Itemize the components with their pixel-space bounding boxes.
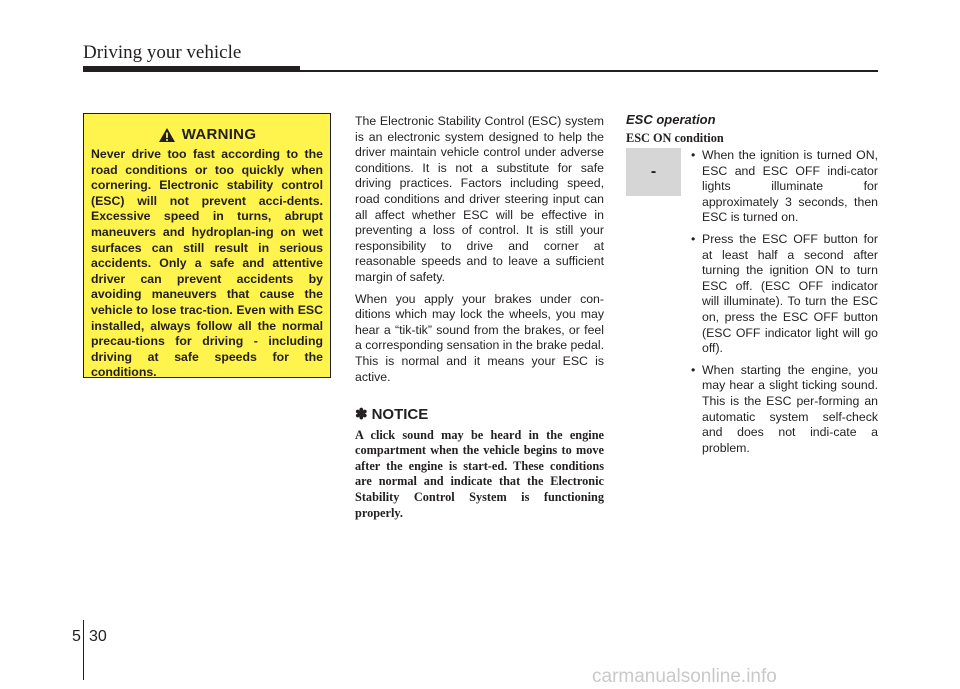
warning-title: WARNING bbox=[181, 126, 257, 143]
esc-intro-paragraph: The Electronic Stability Control (ESC) system is an electronic system designed to help the driver maintain vehicle control under adverse conditions. It is not a substitute for safe driving practices. Factors including speed, road conditions and driver steering input can all affect whether ESC will be effective in preventing a loss of control. It is still your responsibility to drive and corner at reasonable speeds and to leave a sufficient margin of safety. bbox=[355, 114, 604, 284]
warning-box bbox=[83, 113, 331, 378]
subsection-title: ESC ON condition bbox=[626, 130, 724, 145]
column-esc-description bbox=[355, 114, 604, 521]
warning-triangle-icon bbox=[158, 127, 176, 143]
notice-header bbox=[355, 407, 604, 423]
page-number: 30 bbox=[89, 628, 107, 645]
list-item: • Press the ESC OFF button for at least half a second after turning the ignition ON to turn ESC off. (ESC OFF indicator will illuminate). To turn the ESC on, press the ESC OFF button (ESC OFF indicator light will go off). bbox=[691, 232, 878, 357]
warning-body: Never drive too fast according to the road conditions or too quickly when cornering. Electronic stability control (ESC) will not prevent acci-dents. Excessive speed in turns, abrupt maneuvers and hydroplan-ing on wet surfaces can still result in serious accidents. Only a safe and attentive driver can prevent accidents by avoiding maneuvers that cause the vehicle to lose trac-tion. Even with ESC installed, always follow all the normal precau-tions for driving - including driving at safe speeds for the conditions. bbox=[91, 147, 323, 380]
watermark: carmanualsonline.info bbox=[592, 666, 777, 687]
esc-brake-paragraph: When you apply your brakes under con-ditions which may lock the wheels, you may hear a “tik-tik” sound from the brakes, or feel a corresponding sensation in the brake pedal. This is normal and it means your ESC is active. bbox=[355, 291, 604, 384]
page-header-title: Driving your vehicle bbox=[83, 42, 242, 63]
indicator-image-placeholder: - bbox=[626, 148, 681, 196]
list-item: • When starting the engine, you may hear a slight ticking sound. This is the ESC per-forming an automatic system self-check and does not indi-cate a problem. bbox=[691, 363, 878, 457]
esc-on-bullet-list bbox=[691, 148, 878, 462]
section-title: ESC operation bbox=[626, 112, 716, 127]
header-rule bbox=[83, 70, 878, 72]
list-item: • When the ignition is turned ON, ESC and ESC OFF indi-cator lights illuminate for approximately 3 seconds, then ESC is turned on. bbox=[691, 148, 878, 226]
warning-header bbox=[91, 126, 323, 143]
notice-body: A click sound may be heard in the engine compartment when the vehicle begins to move after the engine is start-ed. These conditions are normal and indicate that the Electronic Stability Control System is functioning properly. bbox=[355, 427, 604, 520]
column-esc-operation bbox=[626, 112, 878, 146]
notice-title: NOTICE bbox=[371, 406, 429, 424]
notice-symbol-icon: ✽ bbox=[355, 406, 368, 424]
footer-divider bbox=[83, 620, 84, 680]
chapter-number: 5 bbox=[72, 628, 81, 645]
